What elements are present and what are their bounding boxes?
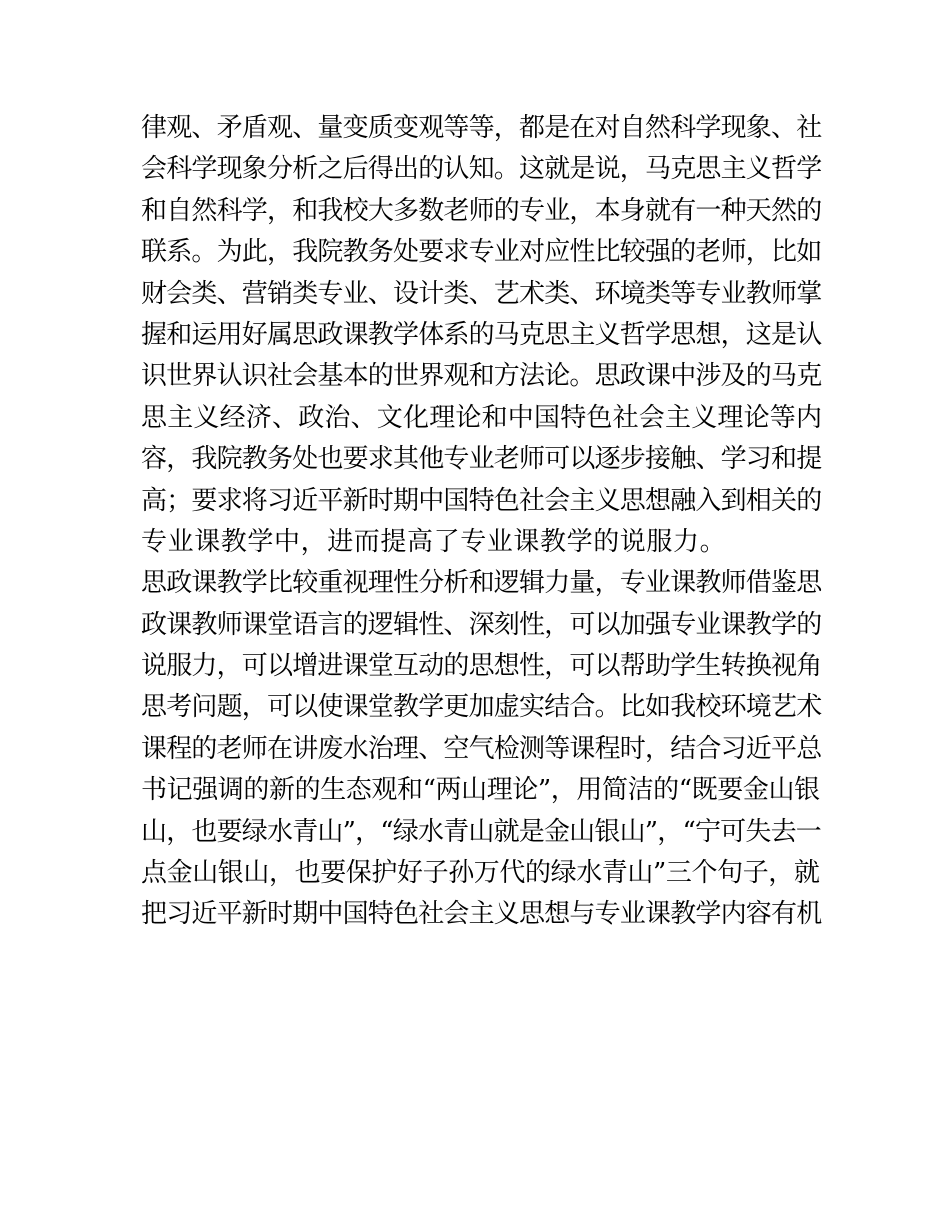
text-line: 联系。为此，我院教务处要求专业对应性比较强的老师，比如 (141, 237, 822, 268)
text-line: 说服力，可以增进课堂互动的思想性，可以帮助学生转换视角 (141, 651, 822, 682)
text-line: 思主义经济、政治、文化理论和中国特色社会主义理论等内 (141, 402, 823, 433)
text-line: 会科学现象分析之后得出的认知。这就是说，马克思主义哲学 (141, 154, 822, 185)
text-line: 识世界认识社会基本的世界观和方法论。思政课中涉及的马克 (141, 361, 822, 392)
text-line: 政课教师课堂语言的逻辑性、深刻性，可以加强专业课教学的 (141, 609, 822, 640)
text-line: 思政课教学比较重视理性分析和逻辑力量，专业课教师借鉴思 (141, 568, 822, 599)
text-line: 容，我院教务处也要求其他专业老师可以逐步接触、学习和提 (141, 444, 822, 475)
text-line: 把习近平新时期中国特色社会主义思想与专业课教学内容有机 (141, 899, 822, 930)
text-line: 书记强调的新的生态观和“两山理论”，用简洁的“既要金山银 (141, 775, 820, 806)
text-line: 山，也要绿水青山”，“绿水青山就是金山银山”，“宁可失去一 (141, 816, 821, 847)
text-line: 专业课教学中，进而提高了专业课教学的说服力。 (141, 526, 727, 557)
text-line: 财会类、营销类专业、设计类、艺术类、环境类等专业教师掌 (141, 278, 822, 309)
text-line: 点金山银山，也要保护好子孙万代的绿水青山”三个句子，就 (141, 858, 820, 889)
text-line: 高；要求将习近平新时期中国特色社会主义思想融入到相关的 (141, 485, 822, 516)
body-text (141, 108, 821, 936)
text-line: 课程的老师在讲废水治理、空气检测等课程时，结合习近平总 (141, 733, 822, 764)
text-line: 和自然科学，和我校大多数老师的专业，本身就有一种天然的 (141, 195, 822, 226)
text-line: 思考问题，可以使课堂教学更加虚实结合。比如我校环境艺术 (141, 692, 822, 723)
text-line: 握和运用好属思政课教学体系的马克思主义哲学思想，这是认 (141, 319, 822, 350)
text-line: 律观、矛盾观、量变质变观等等，都是在对自然科学现象、社 (141, 113, 822, 143)
